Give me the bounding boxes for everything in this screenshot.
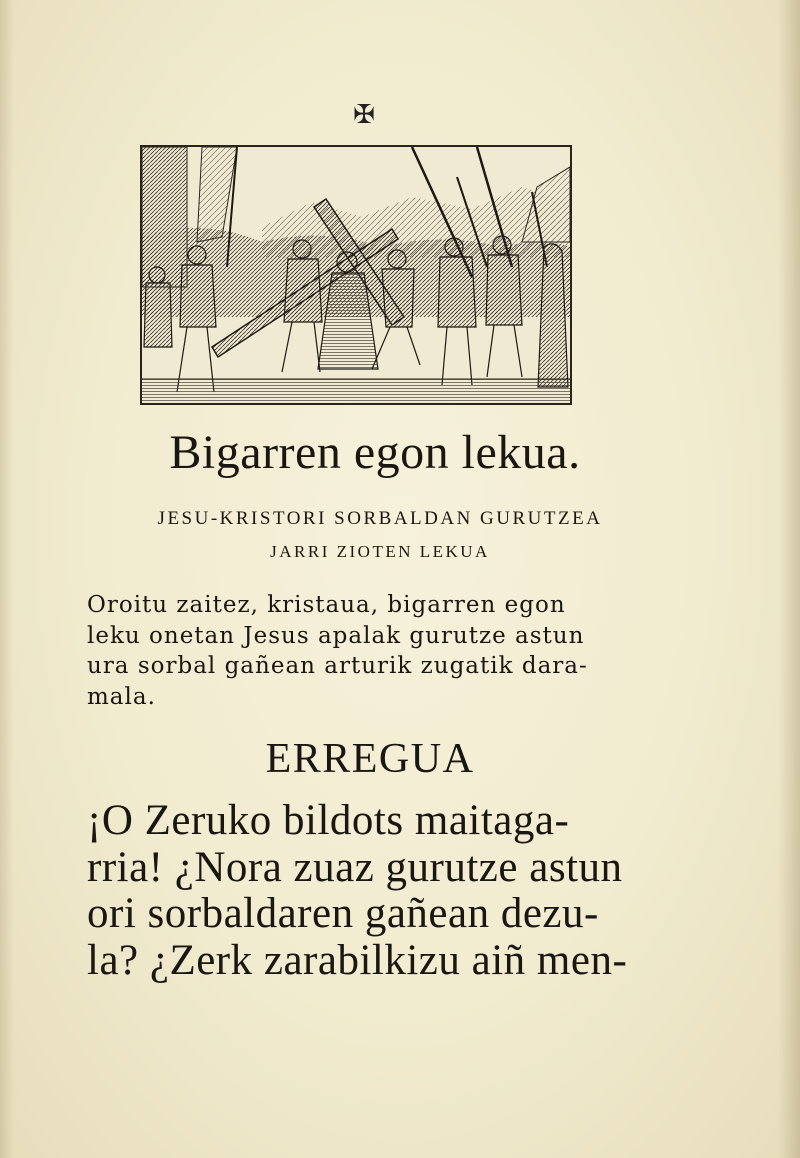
meditation-line: ura sorbal gañean arturik zugatik dara- (87, 653, 588, 679)
prayer-line: ¡O Zeruko bildots maitaga- (87, 797, 570, 844)
page-shadow-right (778, 0, 800, 1158)
meditation-line: Oroitu zaitez, kristaua, bigarren egon (87, 592, 566, 618)
page-shadow-left (0, 0, 14, 1158)
prayer-line: ori sorbaldaren gañean dezu- (87, 890, 599, 937)
prayer-paragraph (87, 798, 667, 984)
station-subtitle-line-2: JARRI ZIOTEN LEKUA (270, 542, 490, 561)
engraving-illustration (140, 145, 572, 405)
prayer-heading: ERREGUA (265, 736, 475, 782)
station-title: Bigarren egon lekua. (169, 426, 581, 479)
meditation-line: mala. (87, 683, 156, 710)
meditation-line: leku onetan Jesus apalak gurutze astun (87, 622, 585, 649)
prayer-line: la? ¿Zerk zarabilkizu aiñ men- (87, 936, 628, 984)
prayer-line: rria! ¿Nora zuaz gurutze astun (87, 843, 623, 891)
meditation-paragraph (87, 590, 655, 712)
station-subtitle-line-1: JESU-KRISTORI SORBALDAN GURUTZEA (157, 508, 603, 529)
cross-ornament-icon: ✠ (353, 100, 375, 130)
